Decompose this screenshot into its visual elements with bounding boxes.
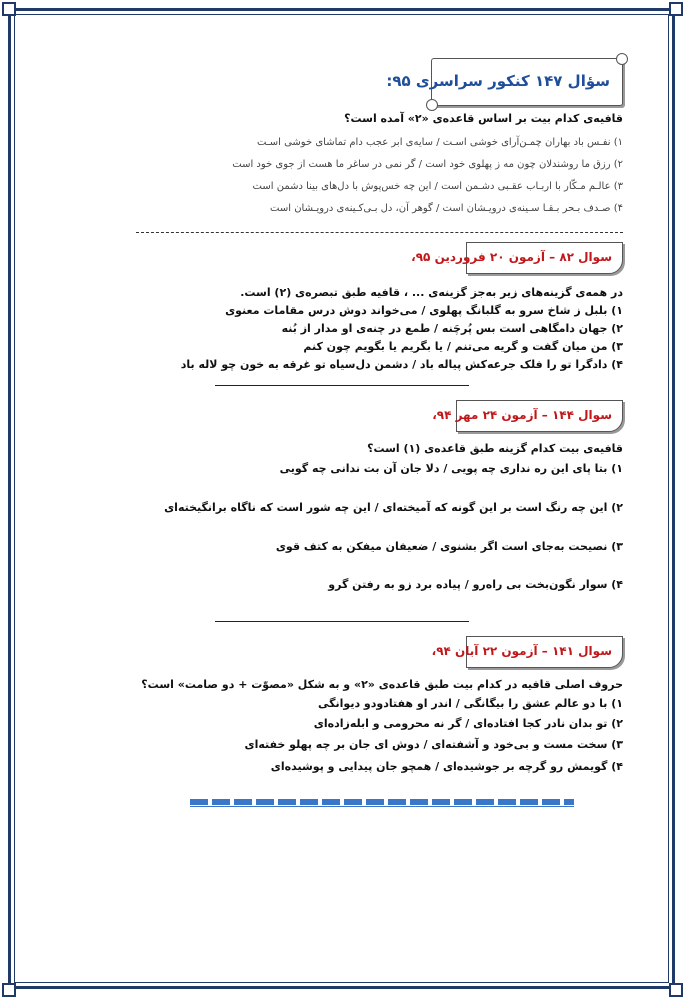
section2-option-2: ۲) جهان دامگاهی است بس پُرچَنه / طمع در چنه‌ی او مدار از بُنه — [281, 322, 623, 335]
section2-title-banner — [411, 242, 623, 274]
section4-option-4: ۴) گویمش رو گرچه بر جوشیده‌ای / همچو جان پیدایی و پوشیده‌ای — [270, 760, 623, 773]
section3-option-1: ۱) بتا پای این ره نداری چه پویی / دلا جان آن بت ندانی چه گویی — [279, 462, 623, 475]
section-divider — [215, 385, 469, 386]
corner-ornament — [2, 2, 16, 16]
corner-ornament — [2, 983, 16, 997]
section3-option-2: ۲) این چه رنگ است بر این گونه که آمیخته‌ای / این چه شور است که ناگاه برانگیخته‌ای — [164, 501, 623, 514]
footer-divider-line — [190, 806, 574, 807]
section2-question: در همه‌ی گزینه‌های زیر به‌جز گزینه‌ی ... ، قافیه طبق تبصره‌ی (۲) است. — [240, 286, 623, 299]
section3-title-banner — [432, 400, 623, 432]
section4-option-1: ۱) با دو عالم عشق را بیگانگی / اندر او هفتادودو دیوانگی — [318, 697, 623, 710]
corner-ornament — [669, 983, 683, 997]
section4-option-3: ۳) سخت مست و بی‌خود و آشفته‌ای / دوش ای جان بر چه پهلو خفته‌ای — [244, 738, 623, 751]
section3-option-3: ۳) نصیحت به‌جای است اگر بشنوی / ضعیفان میفکن به کتف قوی — [275, 540, 623, 553]
section-divider — [136, 232, 623, 233]
section1-option-4: ۴) صـدف بـحر بـقـا سـینه‌ی درویـشان است / گوهر آن، دل بـی‌کـینه‌ی درویـشان است — [270, 203, 623, 214]
section4-question: حروف اصلی قافیه در کدام بیت طبق قاعده‌ی «۲» و به شکل «مصوّت + دو صامت» است؟ — [141, 678, 623, 691]
footer-divider — [190, 799, 574, 805]
section1-title: سؤال ۱۴۷ کنکور سراسری ۹۵: — [386, 72, 610, 90]
section3-option-4: ۴) سوار نگون‌بخت بی راه‌رو / پیاده برد زو به رفتن گرو — [328, 578, 623, 591]
corner-ornament — [669, 2, 683, 16]
section2-title: سوال ۸۲ – آزمون ۲۰ فروردین ۹۵، — [411, 250, 612, 264]
section4-title-banner — [431, 636, 623, 668]
section3-question: قافیه‌ی بیت کدام گزینه طبق قاعده‌ی (۱) است؟ — [367, 442, 623, 455]
section4-option-2: ۲) تو بدان نادر کجا افتاده‌ای / گر نه محرومی و ابله‌زاده‌ای — [313, 717, 623, 730]
section1-option-2: ۲) رزق ما روشندلان چون مه ز پهلوی خود است / گر نمی در ساغر ما هست از جوی خود است — [232, 159, 623, 170]
section1-title-banner — [386, 58, 623, 106]
section-divider — [215, 621, 469, 622]
section1-option-1: ۱) نفـس باد بهاران چمـن‌آرای خوشی اسـت / سایه‌ی ابر عجب دام تماشای خوشی اسـت — [257, 137, 623, 148]
section1-question: قافیه‌ی کدام بیت بر اساس قاعده‌ی «۲» آمده است؟ — [344, 112, 623, 125]
section4-title: سوال ۱۴۱ – آزمون ۲۲ آبان ۹۴، — [431, 644, 612, 658]
section2-option-3: ۳) من میان گفت و گریه می‌تنم / یا بگریم یا بگویم چون کنم — [303, 340, 623, 353]
section3-title: سوال ۱۴۴ – آزمون ۲۴ مهر ۹۴، — [432, 408, 612, 422]
section2-option-1: ۱) بلبل ز شاخ سرو به گلبانگ پهلوی / می‌خواند دوش درس مقامات معنوی — [225, 304, 623, 317]
section1-option-3: ۳) عالـم مـکّار با اربـاب عقـبی دشـمن است / این چه خس‌پوش با دل‌های بینا دشمن است — [252, 181, 623, 192]
section2-option-4: ۴) دادگرا تو را فلک جرعه‌کش پیاله باد / دشمن دل‌سیاه تو غرقه به خون چو لاله باد — [180, 358, 623, 371]
